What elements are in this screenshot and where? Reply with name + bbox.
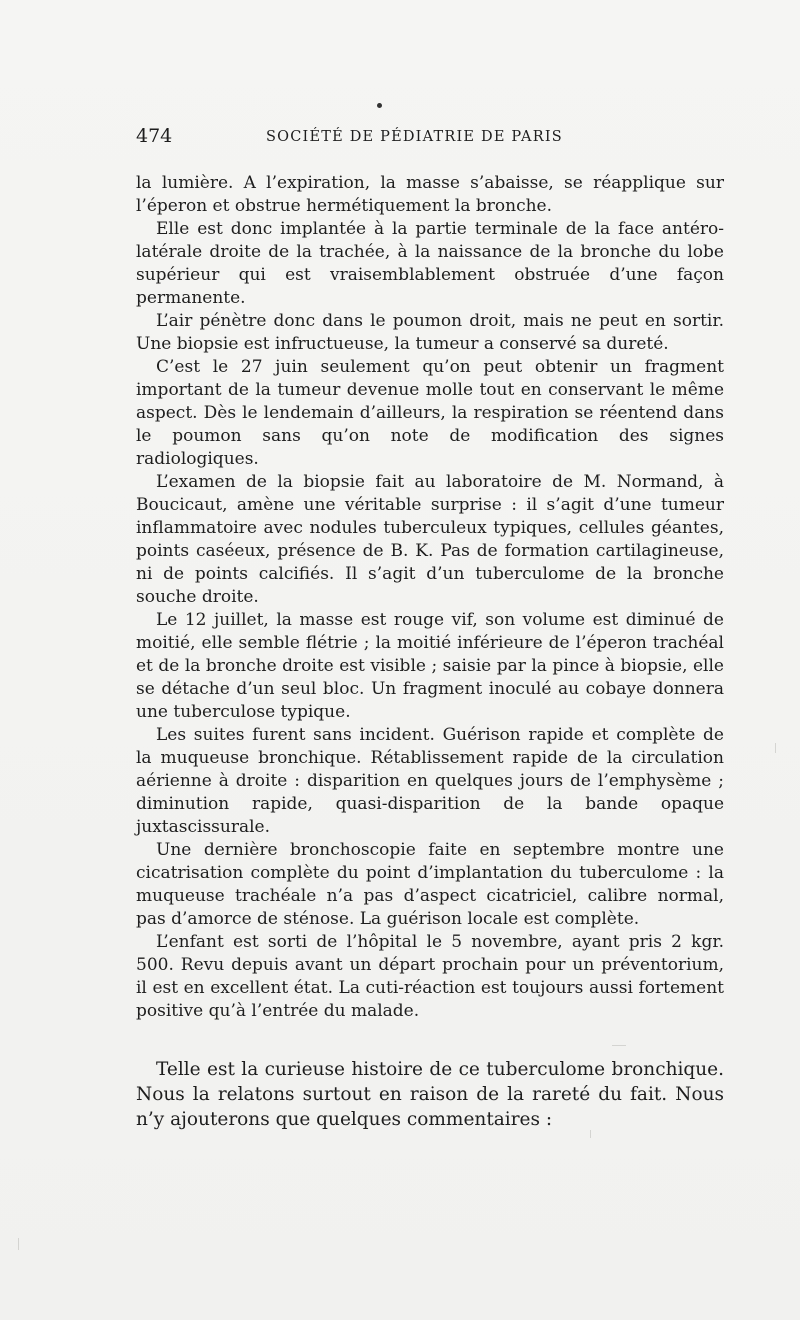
- paragraph: Une dernière bronchoscopie faite en septembre montre une cicatrisation complète du point d’implantation du tuberculome : la muqueuse trachéale n’a pas d’aspect cicatriciel, calibre normal, pas d’amorce de sténose. La guérison locale est complète.: [136, 840, 724, 929]
- page-header: [136, 125, 736, 151]
- page-number: 474: [136, 125, 173, 147]
- paper-speck: [775, 743, 776, 753]
- paragraph: la lumière. A l’expiration, la masse s’abaisse, se réapplique sur l’éperon et obstrue hermétiquement la bronche.: [136, 173, 724, 216]
- running-title: SOCIÉTÉ DE PÉDIATRIE DE PARIS: [266, 129, 563, 145]
- body-text: [136, 172, 724, 1023]
- closing-text: [136, 1057, 724, 1132]
- paragraph: Les suites furent sans incident. Guérison rapide et complète de la muqueuse bronchique. Rétablissement rapide de la circulation aérienne à droite : disparition en quelques jours de l’emphysème ; diminution rapide, quasi-disparition de la bande opaque juxtascissurale.: [136, 725, 724, 837]
- paragraph: L’air pénètre donc dans le poumon droit, mais ne peut en sortir. Une biopsie est infructueuse, la tumeur a conservé sa dureté.: [136, 311, 724, 354]
- paragraph: L’examen de la biopsie fait au laboratoire de M. Normand, à Boucicaut, amène une véritable surprise : il s’agit d’une tumeur inflammatoire avec nodules tuberculeux typiques, cellules géantes, points caséeux, présence de B. K. Pas de formation cartilagineuse, ni de points calcifiés. Il s’agit d’un tuberculome de la bronche souche droite.: [136, 472, 724, 607]
- paragraph: C’est le 27 juin seulement qu’on peut obtenir un fragment important de la tumeur devenue molle tout en conservant le même aspect. Dès le lendemain d’ailleurs, la respiration se réentend dans le poumon sans qu’on note de modification des signes radiologiques.: [136, 357, 724, 469]
- paragraph: Le 12 juillet, la masse est rouge vif, son volume est diminué de moitié, elle semble flétrie ; la moitié inférieure de l’éperon trachéal et de la bronche droite est visible ; saisie par la pince à biopsie, elle se détache d’un seul bloc. Un fragment inoculé au cobaye donnera une tuberculose typique.: [136, 610, 724, 722]
- paper-speck: [590, 1130, 591, 1138]
- paragraph: Elle est donc implantée à la partie terminale de la face antéro-latérale droite de la trachée, à la naissance de la bronche du lobe supérieur qui est vraisemblablement obstruée d’une façon permanente.: [136, 219, 724, 308]
- closing-paragraph: Telle est la curieuse histoire de ce tuberculome bronchique. Nous la relatons surtout en raison de la rareté du fait. Nous n’y ajouterons que quelques commentaires :: [136, 1059, 724, 1130]
- paper-speck: [18, 1238, 19, 1250]
- paragraph: L’enfant est sorti de l’hôpital le 5 novembre, ayant pris 2 kgr. 500. Revu depuis avant un départ prochain pour un préventorium, il est en excellent état. La cuti-réaction est toujours aussi fortement positive qu’à l’entrée du malade.: [136, 932, 724, 1021]
- ink-dot: [377, 103, 382, 108]
- paper-speck: [612, 1045, 626, 1046]
